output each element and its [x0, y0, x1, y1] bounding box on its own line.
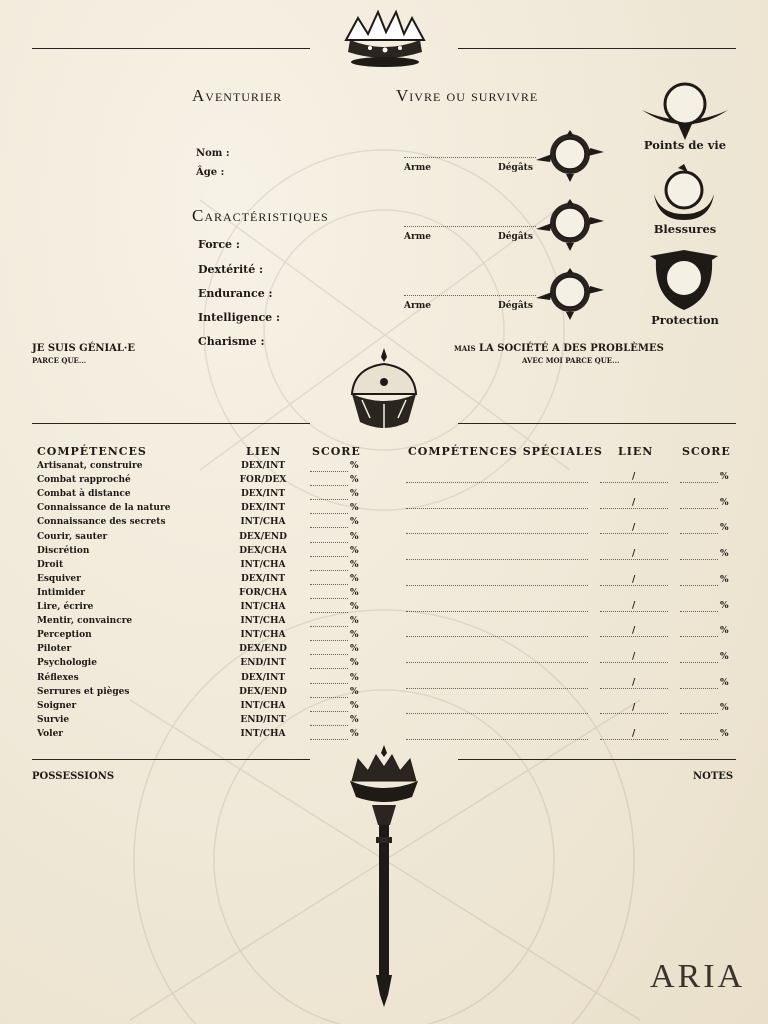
- special-skill-percent: %: [720, 497, 729, 508]
- skill-percent: %: [350, 630, 359, 641]
- skills-header-score: SCORE: [312, 445, 361, 458]
- special-skill-percent: %: [720, 472, 729, 482]
- weapon-1-damage-icon[interactable]: [536, 128, 608, 184]
- skill-score-field[interactable]: [310, 640, 348, 641]
- skill-score-field[interactable]: [310, 711, 348, 712]
- weapon-3-damage-icon[interactable]: [536, 266, 608, 322]
- weapon-1-arme: Arme: [404, 163, 431, 173]
- special-skill-lien-field[interactable]: [600, 533, 668, 534]
- weapon-3-arme: Arme: [404, 301, 431, 311]
- skill-name: Survie: [37, 714, 70, 725]
- weapon-3-degats: Dégâts: [498, 301, 533, 311]
- special-header-competences: COMPÉTENCES SPÉCIALES: [408, 445, 603, 458]
- special-header-score: SCORE: [682, 445, 731, 458]
- special-skill-name-field[interactable]: [406, 739, 588, 740]
- skill-lien: INT/CHA: [240, 559, 286, 570]
- skill-lien: DEX/INT: [240, 503, 286, 514]
- skill-name: Droit: [37, 559, 64, 570]
- skill-lien: DEX/CHA: [239, 545, 287, 556]
- skill-percent: %: [350, 489, 359, 500]
- skill-percent: %: [350, 728, 359, 739]
- special-skill-name-field[interactable]: [406, 559, 588, 560]
- skill-name: Réflexes: [37, 672, 79, 683]
- skill-score-field[interactable]: [310, 725, 348, 726]
- notes-label: NOTES: [693, 771, 734, 782]
- skill-name: Lire, écrire: [37, 602, 94, 612]
- skill-lien: DEX/INT: [240, 489, 286, 500]
- special-skill-lien-field[interactable]: [600, 713, 668, 714]
- skill-lien: INT/CHA: [240, 517, 286, 528]
- skill-percent: %: [350, 503, 359, 514]
- skill-score-field[interactable]: [310, 668, 348, 669]
- skill-name: Esquiver: [37, 573, 81, 584]
- probleme-pre: MAIS: [454, 344, 476, 353]
- label-protection: Protection: [651, 313, 719, 327]
- possessions-label: POSSESSIONS: [32, 771, 115, 782]
- special-skill-slash: /: [632, 523, 636, 534]
- skill-percent: %: [350, 475, 359, 486]
- bottom-rule-left: [32, 759, 310, 760]
- weapon-2-arme: Arme: [404, 232, 431, 242]
- heading-aventurier: Aventurier: [192, 86, 283, 105]
- weapon-1-degats: Dégâts: [498, 163, 533, 173]
- skill-percent: %: [350, 686, 359, 697]
- label-nom: Nom :: [196, 148, 230, 159]
- skill-percent: %: [350, 700, 359, 711]
- weapon-2-damage-icon[interactable]: [536, 197, 608, 253]
- skill-lien: INT/CHA: [240, 602, 286, 612]
- label-charisme: Charisme :: [198, 335, 265, 348]
- probleme-sub: AVEC MOI PARCE QUE...: [522, 356, 620, 365]
- skill-name: Perception: [37, 630, 92, 641]
- label-force: Force :: [198, 238, 240, 251]
- special-skill-lien-field[interactable]: [600, 688, 668, 689]
- skill-score-field[interactable]: [310, 739, 348, 740]
- skill-name: Connaissance des secrets: [37, 517, 166, 528]
- top-rule-left: [32, 48, 310, 49]
- special-skill-score-field[interactable]: [680, 508, 718, 509]
- skill-lien: FOR/DEX: [239, 475, 287, 486]
- special-skill-percent: %: [720, 626, 729, 637]
- skill-name: Piloter: [37, 644, 72, 655]
- weapon-3-line[interactable]: [404, 295, 536, 296]
- probleme-title-line: [454, 343, 664, 354]
- skill-score-field[interactable]: [310, 499, 348, 500]
- label-points-de-vie: Points de vie: [643, 138, 727, 152]
- special-skill-lien-field[interactable]: [600, 611, 668, 612]
- skill-score-field[interactable]: [310, 542, 348, 543]
- skill-percent: %: [350, 714, 359, 725]
- skill-name: Combat rapproché: [37, 475, 131, 486]
- skill-percent: %: [350, 616, 359, 627]
- special-skill-score-field[interactable]: [680, 739, 718, 740]
- points-de-vie-icon[interactable]: [640, 80, 730, 140]
- special-skill-percent: %: [720, 651, 729, 662]
- special-skill-name-field[interactable]: [406, 585, 588, 586]
- skill-name: Discrétion: [37, 545, 90, 556]
- special-skill-score-field[interactable]: [680, 482, 718, 483]
- special-skill-score-field[interactable]: [680, 533, 718, 534]
- special-skill-name-field[interactable]: [406, 533, 588, 534]
- skill-lien: INT/CHA: [240, 700, 286, 711]
- mid-rule-left: [32, 423, 310, 424]
- label-dexterite: Dextérité :: [198, 263, 264, 276]
- skill-lien: DEX/END: [239, 644, 287, 655]
- special-header-lien: LIEN: [618, 445, 654, 458]
- special-skill-lien-field[interactable]: [600, 559, 668, 560]
- skill-percent: %: [350, 517, 359, 528]
- skill-percent: %: [350, 602, 359, 612]
- special-skill-slash: /: [632, 600, 636, 611]
- skill-lien: DEX/END: [239, 531, 287, 542]
- skill-score-field[interactable]: [310, 570, 348, 571]
- probleme-title: LA SOCIÉTÉ A DES PROBLÈMES: [479, 343, 664, 354]
- special-skill-slash: /: [632, 549, 636, 560]
- skill-percent: %: [350, 587, 359, 598]
- scepter-icon: [346, 745, 422, 1010]
- skill-name: Combat à distance: [37, 489, 131, 500]
- special-skill-name-field[interactable]: [406, 688, 588, 689]
- skill-name: Connaissance de la nature: [37, 503, 171, 514]
- protection-icon[interactable]: [648, 248, 720, 312]
- skill-lien: INT/CHA: [240, 616, 286, 627]
- label-intelligence: Intelligence :: [198, 311, 281, 324]
- genial-sub: PARCE QUE...: [32, 356, 87, 365]
- skill-lien: INT/CHA: [240, 630, 286, 641]
- special-skill-name-field[interactable]: [406, 636, 588, 637]
- special-skill-slash: /: [632, 729, 636, 739]
- special-skill-percent: %: [720, 729, 729, 739]
- skill-lien: FOR/CHA: [239, 587, 287, 598]
- skill-score-field[interactable]: [310, 697, 348, 698]
- special-skill-slash: /: [632, 703, 636, 714]
- crown-icon: [340, 10, 430, 70]
- skill-score-field[interactable]: [310, 683, 348, 684]
- special-skill-score-field[interactable]: [680, 713, 718, 714]
- skills-header-lien: LIEN: [246, 445, 282, 458]
- special-skill-name-field[interactable]: [406, 662, 588, 663]
- special-skill-slash: /: [632, 574, 636, 585]
- skill-name: Psychologie: [37, 658, 97, 669]
- skill-percent: %: [350, 658, 359, 669]
- skills-header-competences: COMPÉTENCES: [37, 445, 147, 458]
- weapon-2-degats: Dégâts: [498, 232, 533, 242]
- special-skill-score-field[interactable]: [680, 559, 718, 560]
- genial-title: JE SUIS GÉNIAL·E: [32, 343, 136, 354]
- special-skill-lien-field[interactable]: [600, 482, 668, 483]
- skill-lien: DEX/INT: [240, 573, 286, 584]
- ornate-crown-icon: [348, 348, 420, 436]
- skill-name: Soigner: [37, 700, 77, 711]
- heading-vivre: Vivre ou survivre: [396, 86, 539, 105]
- skill-percent: %: [350, 559, 359, 570]
- skill-score-field[interactable]: [310, 485, 348, 486]
- skill-name: Intimider: [37, 587, 86, 598]
- skill-score-field[interactable]: [310, 471, 348, 472]
- skill-name: Mentir, convaincre: [37, 616, 133, 627]
- special-skill-slash: /: [632, 677, 636, 688]
- special-skill-lien-field[interactable]: [600, 585, 668, 586]
- aria-logo: ARIA: [650, 958, 746, 995]
- heading-caracteristiques: Caractéristiques: [192, 206, 329, 225]
- special-skill-lien-field[interactable]: [600, 508, 668, 509]
- skill-score-field[interactable]: [310, 556, 348, 557]
- special-skill-score-field[interactable]: [680, 688, 718, 689]
- special-skill-slash: /: [632, 651, 636, 662]
- weapon-2-line[interactable]: [404, 226, 536, 227]
- special-skill-slash: /: [632, 472, 636, 482]
- top-rule-right: [458, 48, 736, 49]
- mid-rule-right: [458, 423, 736, 424]
- skill-lien: INT/CHA: [240, 728, 286, 739]
- special-skill-name-field[interactable]: [406, 713, 588, 714]
- skill-name: Artisanat, construire: [37, 461, 143, 471]
- skill-lien: DEX/END: [239, 686, 287, 697]
- label-age: Âge :: [196, 167, 225, 178]
- skill-score-field[interactable]: [310, 626, 348, 627]
- special-skill-percent: %: [720, 677, 729, 688]
- special-skill-slash: /: [632, 497, 636, 508]
- special-skill-name-field[interactable]: [406, 508, 588, 509]
- skill-percent: %: [350, 531, 359, 542]
- skill-lien: DEX/INT: [240, 461, 286, 471]
- skill-percent: %: [350, 644, 359, 655]
- special-skill-score-field[interactable]: [680, 585, 718, 586]
- special-skill-percent: %: [720, 574, 729, 585]
- skill-percent: %: [350, 672, 359, 683]
- blessures-icon[interactable]: [648, 164, 720, 222]
- skill-score-field[interactable]: [310, 584, 348, 585]
- special-skill-score-field[interactable]: [680, 636, 718, 637]
- special-skill-percent: %: [720, 549, 729, 560]
- special-skill-slash: /: [632, 626, 636, 637]
- special-skill-lien-field[interactable]: [600, 739, 668, 740]
- label-endurance: Endurance :: [198, 287, 273, 300]
- skill-name: Courir, sauter: [37, 531, 108, 542]
- special-skill-score-field[interactable]: [680, 662, 718, 663]
- skill-score-field[interactable]: [310, 513, 348, 514]
- special-skill-percent: %: [720, 600, 729, 611]
- special-skill-name-field[interactable]: [406, 482, 588, 483]
- bottom-rule-right: [458, 759, 736, 760]
- skill-lien: END/INT: [240, 714, 286, 725]
- skill-score-field[interactable]: [310, 527, 348, 528]
- skill-score-field[interactable]: [310, 598, 348, 599]
- special-skill-lien-field[interactable]: [600, 636, 668, 637]
- skill-name: Voler: [37, 728, 64, 739]
- special-skill-score-field[interactable]: [680, 611, 718, 612]
- special-skill-name-field[interactable]: [406, 611, 588, 612]
- skill-percent: %: [350, 573, 359, 584]
- skill-percent: %: [350, 545, 359, 556]
- skill-lien: DEX/INT: [240, 672, 286, 683]
- skill-lien: END/INT: [240, 658, 286, 669]
- special-skill-percent: %: [720, 703, 729, 714]
- skill-percent: %: [350, 461, 359, 471]
- special-skill-lien-field[interactable]: [600, 662, 668, 663]
- skill-score-field[interactable]: [310, 612, 348, 613]
- label-blessures: Blessures: [653, 222, 717, 236]
- special-skill-percent: %: [720, 523, 729, 534]
- weapon-1-line[interactable]: [404, 157, 536, 158]
- skill-score-field[interactable]: [310, 654, 348, 655]
- skill-name: Serrures et pièges: [37, 686, 130, 697]
